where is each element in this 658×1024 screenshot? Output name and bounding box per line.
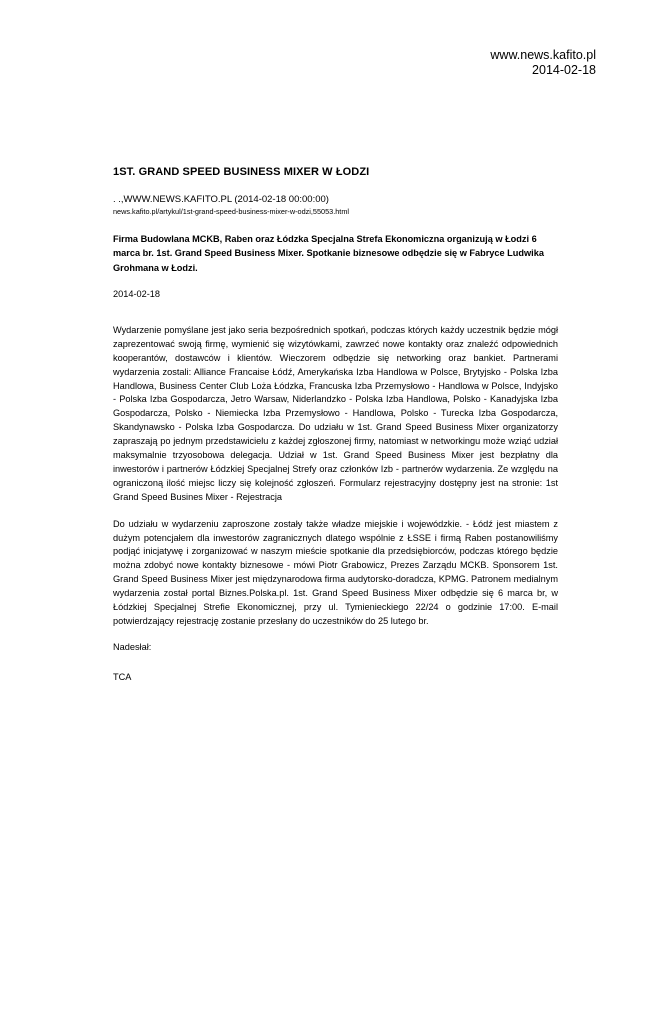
article-title: 1ST. GRAND SPEED BUSINESS MIXER W ŁODZI [113,166,370,178]
article-source: . .,WWW.NEWS.KAFITO.PL (2014-02-18 00:00:00) [113,194,329,205]
article-date: 2014-02-18 [113,288,160,299]
sender-name: TCA [113,671,132,682]
header-date: 2014-02-18 [532,63,596,77]
article-lead: Firma Budowlana MCKB, Raben oraz Łódzka Specjalna Strefa Ekonomiczna organizują w Łodzi 6 marca br. 1st. Grand Speed Business Mixer. Spotkanie biznesowe odbędzie się w Fabryce Ludwika Grohmana w Łodzi. [113,234,544,273]
article-paragraph: Do udziału w wydarzeniu zaproszone zostały także władze miejskie i wojewódzkie. - Łódź jest miastem z dużym potencjałem dla inwestorów zagranicznych dlatego wspólnie z ŁSSE i firmą Raben postanowiliśmy podjąć inicjatywę i zorganizować w naszym mieście spotkanie dla przedsiębiorców, podczas którego będzie można zdobyć nowe kontakty biznesowe - mówi Piotr Grabowicz, Prezes Zarządu MCKB. Sponsorem 1st. Grand Speed Business Mixer jest międzynarodowa firma audytorsko-doradcza, KPMG. Patronem medialnym wydarzenia został portal Biznes.Polska.pl. 1st. Grand Speed Business Mixer odbędzie się 6 marca br, w Łódzkiej Specjalnej Strefie Ekonomicznej, przy ul. Tymienieckiego 22/24 o godzinie 17:00. E-mail potwierdzający rejestrację zostanie przesłany do uczestników do 25 lutego br. [113,518,558,627]
site-name: www.news.kafito.pl [490,48,596,62]
page-header [490,48,596,78]
sender-label: Nadesłał: [113,641,152,652]
article-url: news.kafito.pl/artykul/1st-grand-speed-business-mixer-w-odzi,55053.html [113,207,350,216]
article-paragraph: Wydarzenie pomyślane jest jako seria bezpośrednich spotkań, podczas których każdy uczestnik będzie mógł zaprezentować swoją firmę, wymienić się wizytówkami, zawrzeć nowe kontakty oraz znaleźć odpowiednich kooperantów, dostawców i klientów. Wieczorem odbędzie się networking oraz bankiet. Partnerami wydarzenia zostali: Alliance Francaise Łódź, Amerykańska Izba Handlowa w Polsce, Brytyjsko - Polska Izba Handlowa, Business Center Club Loża Łódzka, Francuska Izba Przemysłowo - Handlowa w Polsce, Indyjsko - Polska Izba Gospodarcza, Jetro Warsaw, Niderlandzko - Polska Izba Handlowa, Polsko - Kanadyjska Izba Gospodarcza, Polsko - Niemiecka Izba Przemysłowo - Handlowa, Polsko - Turecka Izba Gospodarcza, Skandynawsko - Polska Izba Gospodarcza. Do udziału w 1st. Grand Speed Business Mixer organizatorzy zapraszają po jednym przedstawicielu z każdej zgłoszonej firmy, natomiast w networkingu może wziąć udział maksymalnie trzyosobowa delegacja. Udział w 1st. Grand Speed Business Mixer jest bezpłatny dla inwestorów i partnerów Łódzkiej Specjalnej Strefy oraz członków Izb - partnerów wydarzenia. Ze względu na ograniczoną ilość miejsc liczy się kolejność zgłoszeń. Formularz rejestracyjny dostępny jest na stronie: 1st Grand Speed Busines Mixer - Rejestracja [113,324,558,502]
article [113,166,558,702]
